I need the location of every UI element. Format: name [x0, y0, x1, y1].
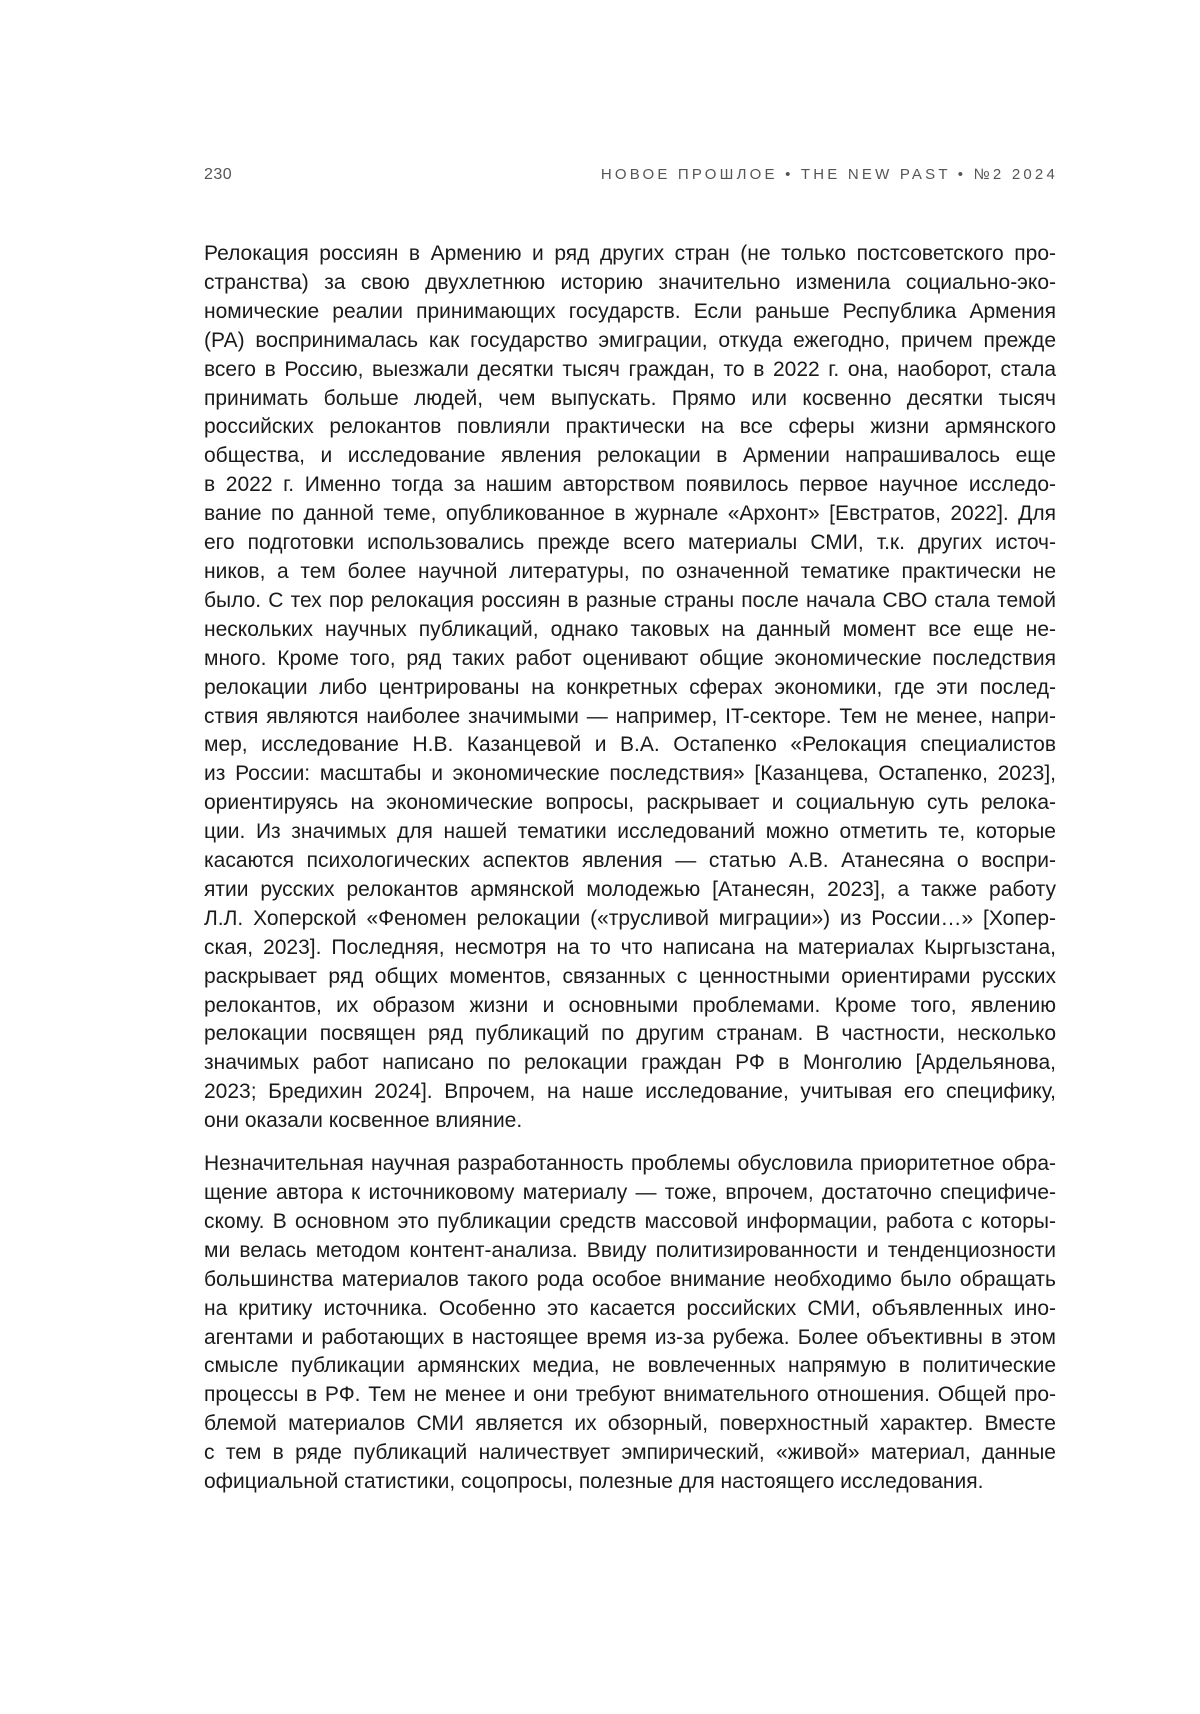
text-line: блемой материалов СМИ является их обзорный, поверхностный характер. Вместе — [204, 1412, 1056, 1436]
text-line: мер, исследование Н.В. Казанцевой и В.А. Остапенко «Релокация специалистов — [204, 733, 1056, 757]
text-line: номические реалии принимающих государств. Если раньше Республика Армения — [204, 299, 1056, 323]
text-line: на критику источника. Особенно это касается российских СМИ, объявленных ино- — [204, 1296, 1056, 1320]
text-line: вание по данной теме, опубликованное в журнале «Архонт» [Евстратов, 2022]. Для — [204, 502, 1056, 526]
text-line: релокации посвящен ряд публикаций по другим странам. В частности, несколько — [204, 1022, 1056, 1046]
text-line: агентами и работающих в настоящее время из-за рубежа. Более объективны в этом — [204, 1325, 1056, 1349]
text-line: значимых работ написано по релокации граждан РФ в Монголию [Ардельянова, — [204, 1051, 1056, 1075]
text-line: принимать больше людей, чем выпускать. Прямо или косвенно десятки тысяч — [204, 386, 1056, 410]
page-number: 230 — [204, 166, 233, 183]
text-line: большинства материалов такого рода особое внимание необходимо было обращать — [204, 1267, 1056, 1291]
text-line: много. Кроме того, ряд таких работ оценивают общие экономические последствия — [204, 646, 1056, 670]
text-line: Незначительная научная разработанность проблемы обусловила приоритетное обра- — [204, 1152, 1056, 1176]
text-line: ская, 2023]. Последняя, несмотря на то что написана на материалах Кыргызстана, — [204, 935, 1056, 959]
text-line: они оказали косвенное влияние. — [204, 1109, 523, 1133]
paragraph-1 — [204, 240, 1056, 1136]
text-line: нескольких научных публикаций, однако таковых на данный момент все еще не- — [204, 617, 1056, 641]
text-line: щение автора к источниковому материалу — тоже, впрочем, достаточно специфиче- — [204, 1181, 1056, 1204]
text-line: с тем в ряде публикаций наличествует эмпирический, «живой» материал, данные — [204, 1441, 1056, 1465]
text-line: ников, а тем более научной литературы, по означенной тематике практически не — [204, 559, 1056, 583]
text-line: раскрывает ряд общих моментов, связанных с ценностными ориентирами русских — [204, 964, 1056, 988]
text-line: релокантов, их образом жизни и основными проблемами. Кроме того, явлению — [204, 993, 1056, 1017]
text-line: ции. Из значимых для нашей тематики исследований можно отметить те, которые — [204, 820, 1056, 844]
text-line: в 2022 г. Именно тогда за нашим авторством появилось первое научное исследо- — [204, 473, 1056, 497]
text-line: его подготовки использовались прежде всего материалы СМИ, т.к. других источ- — [204, 531, 1056, 555]
text-line: странства) за свою двухлетнюю историю значительно изменила социально-эко- — [204, 270, 1056, 294]
text-line: официальной статистики, соцопросы, полезные для настоящего исследования. — [204, 1470, 984, 1494]
text-line: релокации либо центрированы на конкретных сферах экономики, где эти послед- — [204, 675, 1056, 699]
text-line: касаются психологических аспектов явления — статью А.В. Атанесяна о воспри- — [204, 849, 1056, 873]
text-line: ятии русских релокантов армянской молодежью [Атанесян, 2023], а также работу — [204, 877, 1056, 901]
text-line: ми велась методом контент-анализа. Ввиду политизированности и тенденциозности — [204, 1238, 1056, 1262]
text-line: Релокация россиян в Армению и ряд других стран (не только постсоветского про- — [204, 242, 1056, 265]
paragraph-2 — [204, 1150, 1056, 1497]
text-line: всего в Россию, выезжали десятки тысяч граждан, то в 2022 г. она, наоборот, стала — [204, 357, 1056, 381]
text-line: российских релокантов повлияли практически на все сферы жизни армянского — [204, 415, 1056, 439]
text-line: из России: масштабы и экономические последствия» [Казанцева, Остапенко, 2023], — [204, 762, 1056, 786]
text-line: общества, и исследование явления релокации в Армении напрашивалось еще — [204, 444, 1056, 468]
running-head: НОВОЕ ПРОШЛОЕ • THE NEW PAST • №2 2024 — [600, 166, 1058, 183]
text-line: скому. В основном это публикации средств массовой информации, работа с которы- — [204, 1209, 1056, 1233]
text-line: Л.Л. Хоперской «Феномен релокации («трусливой миграции») из России…» [Хопер- — [204, 906, 1056, 930]
text-line: ориентируясь на экономические вопросы, раскрывает и социальную суть релока- — [204, 791, 1056, 815]
text-line: процессы в РФ. Тем не менее и они требуют внимательного отношения. Общей про- — [204, 1383, 1056, 1407]
text-line: 2023; Бредихин 2024]. Впрочем, на наше исследование, учитывая его специфику, — [204, 1080, 1056, 1104]
article-body — [204, 240, 1056, 1497]
text-line: (РА) воспринималась как государство эмиграции, откуда ежегодно, причем прежде — [204, 328, 1056, 352]
text-line: было. С тех пор релокация россиян в разные страны после начала СВО стала темой — [204, 588, 1056, 612]
text-line: ствия являются наиболее значимыми — например, IT-секторе. Тем не менее, напри- — [204, 704, 1056, 728]
text-line: смысле публикации армянских медиа, не вовлеченных напрямую в политические — [204, 1354, 1056, 1378]
